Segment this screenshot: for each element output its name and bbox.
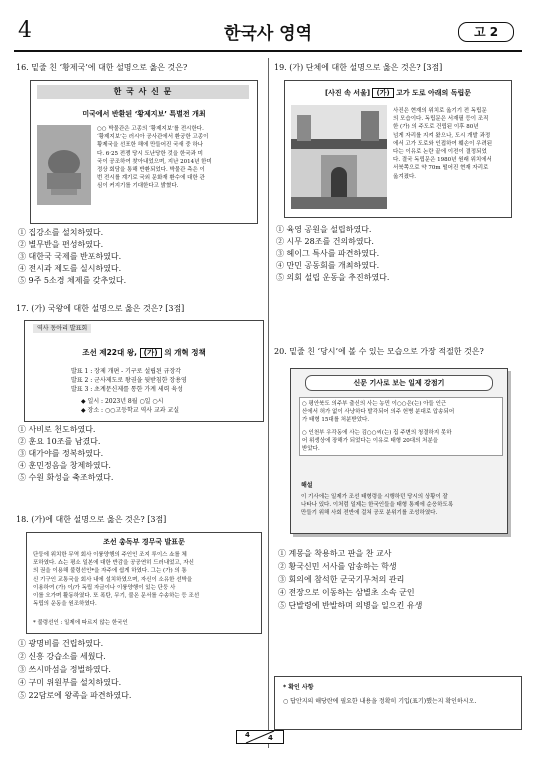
- q20-box-title: 신문 기사로 보는 일제 강점기: [305, 375, 493, 391]
- q16-option-1[interactable]: ① 집강소를 설치하였다.: [18, 228, 104, 237]
- subject-title: 한국사 영역: [223, 24, 313, 44]
- news-body-line: 황제국을 선포한 해에 만들어진 국새 중 하나: [97, 142, 204, 149]
- q20-item1-line: 산에서 허가 없이 사냥하다 발각되어 의주 헌병 분대로 압송되어: [302, 409, 455, 416]
- q20-item2-line: 받았다.: [302, 446, 320, 453]
- seal-photo: [37, 125, 91, 205]
- check-notice-title: * 확인 사항: [283, 684, 314, 691]
- column-divider: [268, 58, 269, 748]
- q18-body-line: 독립의 운동을 원조하였다.: [33, 601, 97, 608]
- q20-stem: 20. 밑줄 친 ‘당시’에 볼 수 있는 모습으로 가장 적절한 것은?: [274, 347, 484, 356]
- q17-bullet: ◆ 장소 : ○○고등학교 역사 교과 교실: [81, 407, 180, 414]
- independence-gate-photo: [291, 105, 387, 209]
- q20-option-5[interactable]: ⑤ 단발령에 반발하며 의병을 일으킨 유생: [278, 601, 423, 610]
- q20-option-4[interactable]: ④ 전장으로 이동하는 삼별초 소속 군인: [278, 588, 415, 597]
- q17-option-3[interactable]: ③ 대가야를 정복하였다.: [18, 449, 104, 458]
- news-body-line: 심이 커지기를 기대한다고 밝혔다.: [97, 183, 179, 190]
- q17-box: [24, 320, 264, 422]
- q17-option-1[interactable]: ① 사비로 천도하였다.: [18, 425, 96, 434]
- news-body-line: 국이 공조하여 찾아내었으며, 지난 2014년 한미: [97, 158, 212, 165]
- news-body-line: 다. 6·25 전쟁 당시 도난당한 것을 한국과 미: [97, 150, 203, 157]
- header-rule: [14, 50, 522, 52]
- q20-item2-line: 어 위생상에 장해가 되었다는 이유로 태형 20대의 처분을: [302, 437, 439, 444]
- q17-stem: 17. (가) 국왕에 대한 설명으로 옳은 것은? [3점]: [16, 304, 185, 313]
- q20-item1-line: 가 태형 15대를 처분받았다.: [302, 417, 370, 424]
- q17-option-5[interactable]: ⑤ 수원 화성을 축조하였다.: [18, 473, 114, 482]
- q18-body-line: 포하였다. 쇼는 평소 일본에 대한 반감을 공공연히 드러내었고, 자신: [33, 560, 194, 567]
- q17-tag: 역사 동아리 발표회: [33, 324, 91, 333]
- q20-item2-line: ○ 인천부 우각동에 사는 김○○씨(는) 집 주변의 청결하지 못하: [302, 429, 452, 436]
- q19-body-line: 서북쪽으로 약 70m 떨어진 현재 자리로: [393, 165, 489, 172]
- news-body-line: ‘황제지보’는 러시아 공사관에서 환궁한 고종이: [97, 134, 209, 141]
- q17-option-2[interactable]: ② 훈요 10조를 남겼다.: [18, 437, 101, 446]
- q19-body-line: 사진은 현재의 위치로 옮기기 전 독립문: [393, 108, 487, 114]
- page-indicator: [236, 730, 284, 744]
- q20-note-title: 해설: [301, 482, 313, 489]
- q18-body-line: 이를 오가며 활동하였다. 또 폭탄, 무기, 불온 문서를 수송하는 등 조선: [33, 593, 200, 600]
- q18-option-1[interactable]: ① 광명비를 건립하였다.: [18, 639, 104, 648]
- page-total: 4: [268, 734, 273, 742]
- q17-line: 발표 1 : 장제 개편 - 기구로 설립된 규장각: [71, 368, 182, 375]
- q19-option-1[interactable]: ① 육영 공원을 설립하였다.: [276, 225, 372, 234]
- q19-option-4[interactable]: ④ 만민 공동회를 개최하였다.: [276, 261, 380, 270]
- q16-stem: 16. 밑줄 친 ‘황제국’에 대한 설명으로 옳은 것은?: [16, 63, 188, 72]
- q16-news-box: [30, 80, 258, 224]
- q19-body-line: 한 (가) 의 주도로 건립된 이후 80년: [393, 124, 479, 131]
- q19-option-5[interactable]: ⑤ 의회 설립 운동을 추진하였다.: [276, 273, 390, 282]
- q20-item1-line: ○ 평안북도 의주부 출신의 사는 농민 이○○은(는) 아들 인근: [302, 401, 447, 407]
- news-headline: 미국에서 반환된 ‘황제지보’ 특별전 개최: [82, 110, 206, 118]
- q18-body-line: 신 기구인 교통국을 회사 내에 설치하였으며, 자신이 소유한 선박을: [33, 576, 193, 583]
- q18-note: * 불령선인 : 일제에 따르지 않는 한국인: [33, 620, 128, 626]
- q18-option-5[interactable]: ⑤ 22담로에 왕족을 파견하였다.: [18, 691, 132, 700]
- q20-note-line: 나타나 있다. 이처럼 일제는 한국인들을 태형 통제에 순응하도록: [301, 502, 454, 509]
- q18-body-line: 단둥에 위치한 무역 회사 이륭양행의 주인인 조지 루이스 쇼를 체: [33, 552, 187, 558]
- q18-stem: 18. (가)에 대한 설명으로 옳은 것은? [3점]: [16, 515, 167, 524]
- grade-badge: 고 2: [458, 22, 514, 42]
- q17-title: 조선 제22대 왕, (가) 의 개혁 정책: [82, 348, 206, 357]
- q16-option-2[interactable]: ② 별무반을 편성하였다.: [18, 240, 104, 249]
- news-body-line: ○○ 박물관은 고종의 ‘황제지보’를 전시한다.: [97, 126, 204, 132]
- q16-option-5[interactable]: ⑤ 9주 5소경 체제를 갖추었다.: [18, 276, 127, 285]
- q18-option-3[interactable]: ③ 쓰시마섬을 정벌하였다.: [18, 665, 111, 674]
- news-header: 한 국 사 신 문: [37, 85, 249, 99]
- q19-box: [284, 80, 512, 218]
- q19-body-line: 넘게 자리를 지켜 왔으나, 도시 개발 과정: [393, 132, 491, 139]
- blank-ga: (가): [140, 348, 162, 358]
- page-current: 4: [245, 731, 250, 739]
- news-body-line: 번 전시를 계기로 국외 문화재 환수에 대한 관: [97, 175, 205, 182]
- q20-note-line: 만들기 위해 사회 전반에 걸쳐 공포 분위기를 조성하였다.: [301, 510, 438, 517]
- q17-line: 발표 2 : 군사제도로 왕권을 뒷받침한 장용영: [71, 377, 187, 384]
- q19-option-3[interactable]: ③ 헤이그 특사를 파견하였다.: [276, 249, 380, 258]
- q19-title: [사진 속 서울] (가) 고가 도로 아래의 독립문: [324, 89, 472, 97]
- q17-option-4[interactable]: ④ 훈민정음을 창제하였다.: [18, 461, 111, 470]
- q19-body-line: 다. 결국 독립문은 1980년 원래 위치에서: [393, 157, 492, 164]
- q17-line: 발표 3 : 초계문신제를 통한 가계 세력 육성: [71, 386, 183, 393]
- q20-option-1[interactable]: ① 계몽을 착용하고 판을 찬 교사: [278, 549, 392, 558]
- page-number: 4: [18, 18, 32, 43]
- q18-title: 조선 총독부 경무국 발표문: [103, 538, 185, 546]
- check-notice-box: [274, 676, 522, 730]
- q19-body-line: 다는 이유로 논란 끝에 이전이 결정되었: [393, 149, 487, 156]
- q18-option-2[interactable]: ② 신흥 강습소를 세웠다.: [18, 652, 106, 661]
- q19-option-2[interactable]: ② 시무 28조를 건의하였다.: [276, 237, 374, 246]
- q16-option-4[interactable]: ④ 전시과 제도를 실시하였다.: [18, 264, 122, 273]
- q18-body-line: 이용하여 (가) 이/가 독립 자금이나 이륭양행이 있는 단둥 사: [33, 584, 176, 591]
- q16-option-3[interactable]: ③ 대한국 국제를 반포하였다.: [18, 252, 122, 261]
- q18-box: [26, 532, 262, 634]
- check-notice-text: ○ 답안지의 해당란에 필요한 내용을 정확히 기입(표기)했는지 확인하시오.: [283, 698, 477, 705]
- q17-bullet: ◆ 일시 : 2023년 8월 ○일 ○시: [81, 398, 164, 405]
- q19-stem: 19. (가) 단체에 대한 설명으로 옳은 것은? [3점]: [274, 63, 443, 72]
- q19-body-line: 의 모습이다. 독립문은 서재필 등이 조직: [393, 116, 489, 123]
- news-body-line: 정상 회담을 통해 반환되었다. 박물관 측은 이: [97, 167, 205, 174]
- q20-note-line: 이 기사에는 일제가 조선 태형령을 시행하던 당시의 상황이 잘: [301, 494, 448, 500]
- q20-option-3[interactable]: ③ 회의에 참석한 군국기무처의 관리: [278, 575, 405, 584]
- q20-box: [290, 368, 508, 534]
- q19-body-line: 에서 고가 도로와 인접하여 훼손이 우려된: [393, 140, 493, 147]
- q19-body-line: 옮겨졌다.: [393, 173, 417, 180]
- q18-option-4[interactable]: ④ 구미 위원부를 설치하였다.: [18, 678, 122, 687]
- q18-body-line: 의 권을 이용해 불령선인*을 자주에 쉽게 하였다. 그는 (가) 의 통: [33, 568, 187, 575]
- q20-option-2[interactable]: ② 황국신민 서사를 암송하는 학생: [278, 562, 397, 571]
